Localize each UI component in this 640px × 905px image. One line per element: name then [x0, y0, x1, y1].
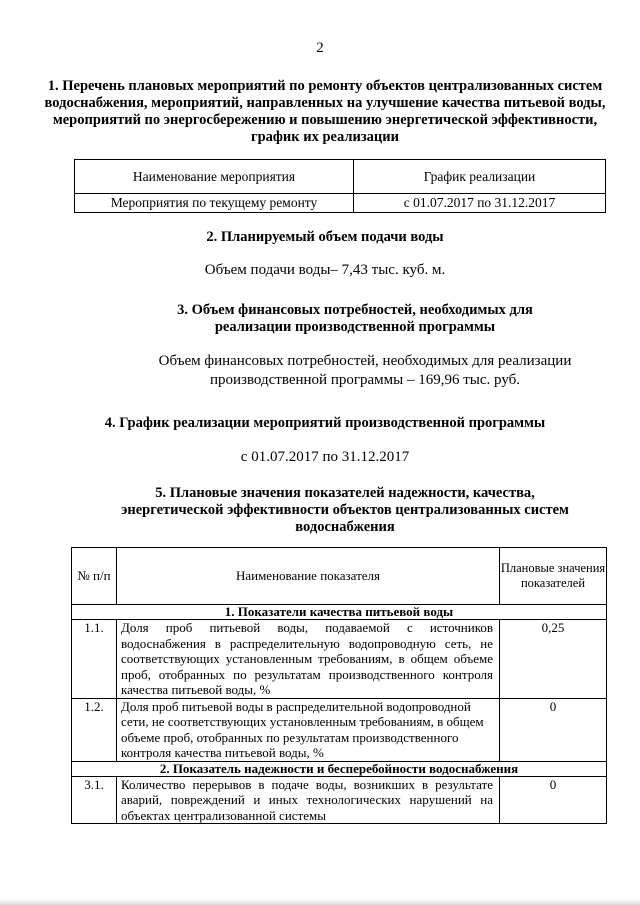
row3-value: 0 — [500, 776, 607, 824]
section1-title: 1. Перечень плановых мероприятий по ремонту объектов централизованных систем водоснабжения, мероприятий, направленных на улучшение качества питьевой воды, мероприятий по энергосбережению и повышению энергетической эффективности, график их реализации — [44, 78, 606, 145]
group2-title: 2. Показатель надежности и бесперебойности водоснабжения — [72, 761, 607, 776]
table-row — [72, 698, 607, 761]
table-row — [72, 776, 607, 824]
section4-text: с 01.07.2017 по 31.12.2017 — [240, 449, 410, 465]
section3-title: 3. Объем финансовых потребностей, необходимых для реализации производственной программы — [177, 302, 533, 335]
section2-text: Объем подачи воды– 7,43 тыс. куб. м. — [204, 262, 446, 278]
row1-name: Доля проб питьевой воды, подаваемой с источников водоснабжения в распределительную водопроводную сеть, не соответствующих установленным требованиям, в общем объеме проб, отобранных по результатам производственного контроля качества питьевой воды, % — [117, 620, 500, 699]
events-row-name: Мероприятия по текущему ремонту — [75, 194, 354, 213]
scan-edge — [0, 899, 640, 905]
page-number: 2 — [316, 40, 324, 56]
section2-title: 2. Планируемый объем подачи воды — [206, 229, 444, 245]
row1-value: 0,25 — [500, 620, 607, 699]
section5-title: 5. Плановые значения показателей надежности, качества, энергетической эффективности объектов централизованных систем водоснабжения — [121, 485, 569, 535]
row2-value: 0 — [500, 698, 607, 761]
header-name: Наименование показателя — [117, 548, 500, 605]
row1-num: 1.1. — [72, 620, 117, 699]
row3-num: 3.1. — [72, 776, 117, 824]
row2-num: 1.2. — [72, 698, 117, 761]
indicators-header-row — [72, 548, 607, 605]
section4-title: 4. График реализации мероприятий производственной программы — [104, 415, 546, 431]
indicators-table — [71, 547, 607, 824]
header-value: Плановые значения показателей — [500, 548, 607, 605]
events-row-schedule: с 01.07.2017 по 31.12.2017 — [354, 194, 606, 213]
section3-text: Объем финансовых потребностей, необходимых для реализации производственной программы – 169,96 тыс. руб. — [158, 353, 572, 388]
group1-title: 1. Показатели качества питьевой воды — [72, 605, 607, 620]
events-table — [74, 159, 606, 213]
group-row — [72, 761, 607, 776]
row2-name: Доля проб питьевой воды в распределительной водопроводной сети, не соответствующих установленным требованиям, в общем объеме проб, отобранных по результатам производственного контроля качества питьевой воды, % — [117, 698, 500, 761]
table-row — [72, 620, 607, 699]
events-col-schedule-header: График реализации — [354, 160, 606, 194]
header-num: № п/п — [72, 548, 117, 605]
group-row — [72, 605, 607, 620]
row3-name: Количество перерывов в подаче воды, возникших в результате аварий, повреждений и иных технологических нарушений на объектах централизованной системы — [117, 776, 500, 824]
events-col-name-header: Наименование мероприятия — [75, 160, 354, 194]
